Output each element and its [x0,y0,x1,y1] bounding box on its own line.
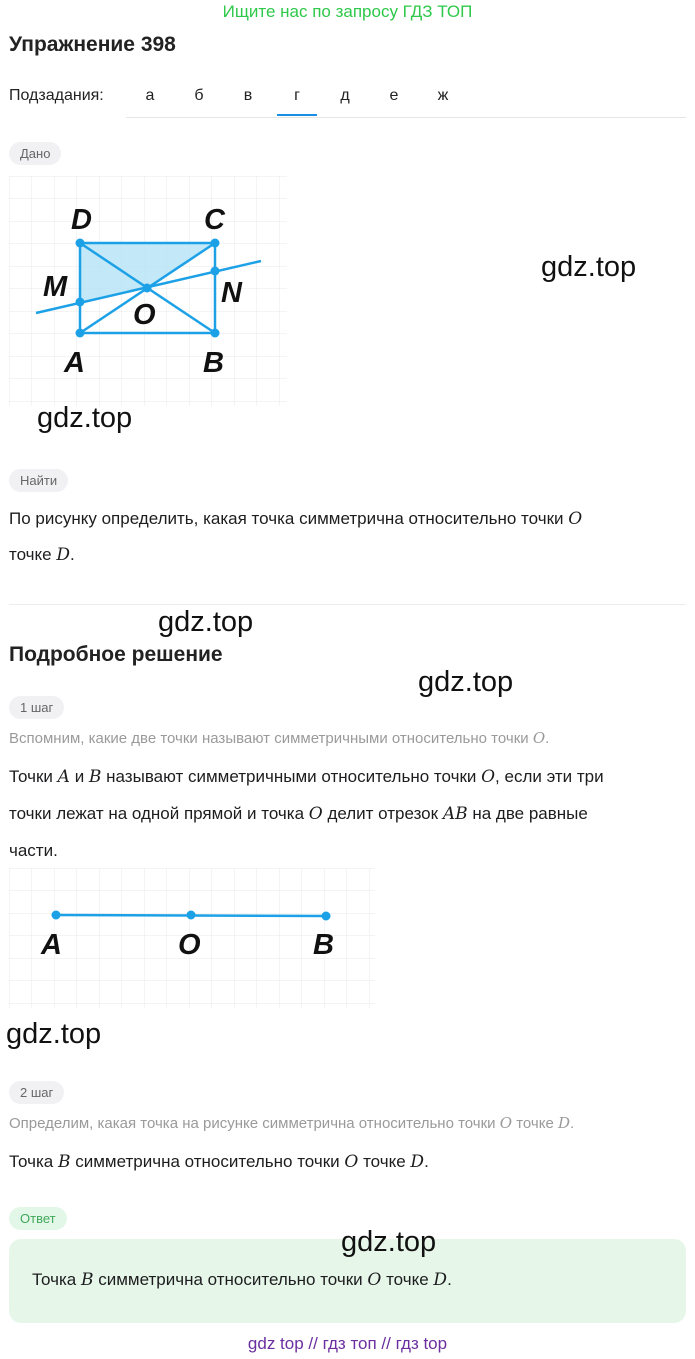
promo-banner[interactable]: Ищите нас по запросу ГДЗ ТОП [222,2,473,21]
point-a [76,329,85,338]
label-d: D [71,204,92,236]
step2-text: Точка B симметрична относительно точки O точке D. [9,1152,429,1172]
watermark: gdz.top [341,1226,437,1258]
point-o [187,911,196,920]
label-b: B [313,929,334,961]
label-o: O [133,299,156,331]
watermark: gdz.top [158,606,254,638]
tab-b[interactable]: б [194,87,204,104]
label-b: B [203,347,224,379]
segment-figure [9,868,377,1010]
watermark: gdz.top [541,251,637,283]
tab-e[interactable]: е [389,87,399,104]
watermark: gdz.top [37,402,133,434]
rectangle-figure [9,176,289,408]
point-o [143,284,152,293]
label-a: A [64,347,85,379]
solution-heading: Подробное решение [9,643,223,666]
step2-chip: 2 шаг [9,1081,64,1104]
step1-hint: Вспомним, какие две точки называют симметричными относительно точки O. [9,729,550,747]
find-text: По рисунку определить, какая точка симметрична относительно точки O [9,509,583,529]
watermark: gdz.top [418,666,514,698]
point-b [322,912,331,921]
tab-d[interactable]: д [340,87,350,104]
point-b [211,329,220,338]
subtasks-label: Подзадания: [9,87,104,104]
find-chip: Найти [9,469,68,492]
watermark: gdz.top [6,1018,102,1050]
point-d [76,239,85,248]
label-m: M [43,271,68,303]
tab-g[interactable]: г [277,85,317,116]
tab-a[interactable]: а [145,87,155,104]
step1-line2: точки лежат на одной прямой и точка O делит отрезок AB на две равные [9,804,588,824]
point-n [211,267,220,276]
find-text-line2: точке D. [9,545,75,565]
step1-line1: Точки A и B называют симметричными относительно точки O, если эти три [9,767,604,787]
subtasks-tabs [126,85,686,118]
point-c [211,239,220,248]
point-m [76,298,85,307]
answer-chip: Ответ [9,1207,67,1230]
label-c: C [204,204,225,236]
label-a: A [41,929,62,961]
divider [9,604,686,605]
step1-chip: 1 шаг [9,696,64,719]
label-n: N [221,277,242,309]
step1-line3: части. [9,841,58,860]
point-a [52,911,61,920]
tab-zh[interactable]: ж [437,87,449,104]
page-title: Упражнение 398 [9,33,176,56]
step2-hint: Определим, какая точка на рисунке симметрична относительно точки O точке D. [9,1114,575,1132]
given-chip: Дано [9,142,61,165]
footer-links[interactable]: gdz top // гдз топ // гдз top [247,1334,448,1353]
answer-text: Точка B симметрична относительно точки O точке D. [32,1270,452,1290]
label-o: O [178,929,201,961]
tab-v[interactable]: в [243,87,253,104]
